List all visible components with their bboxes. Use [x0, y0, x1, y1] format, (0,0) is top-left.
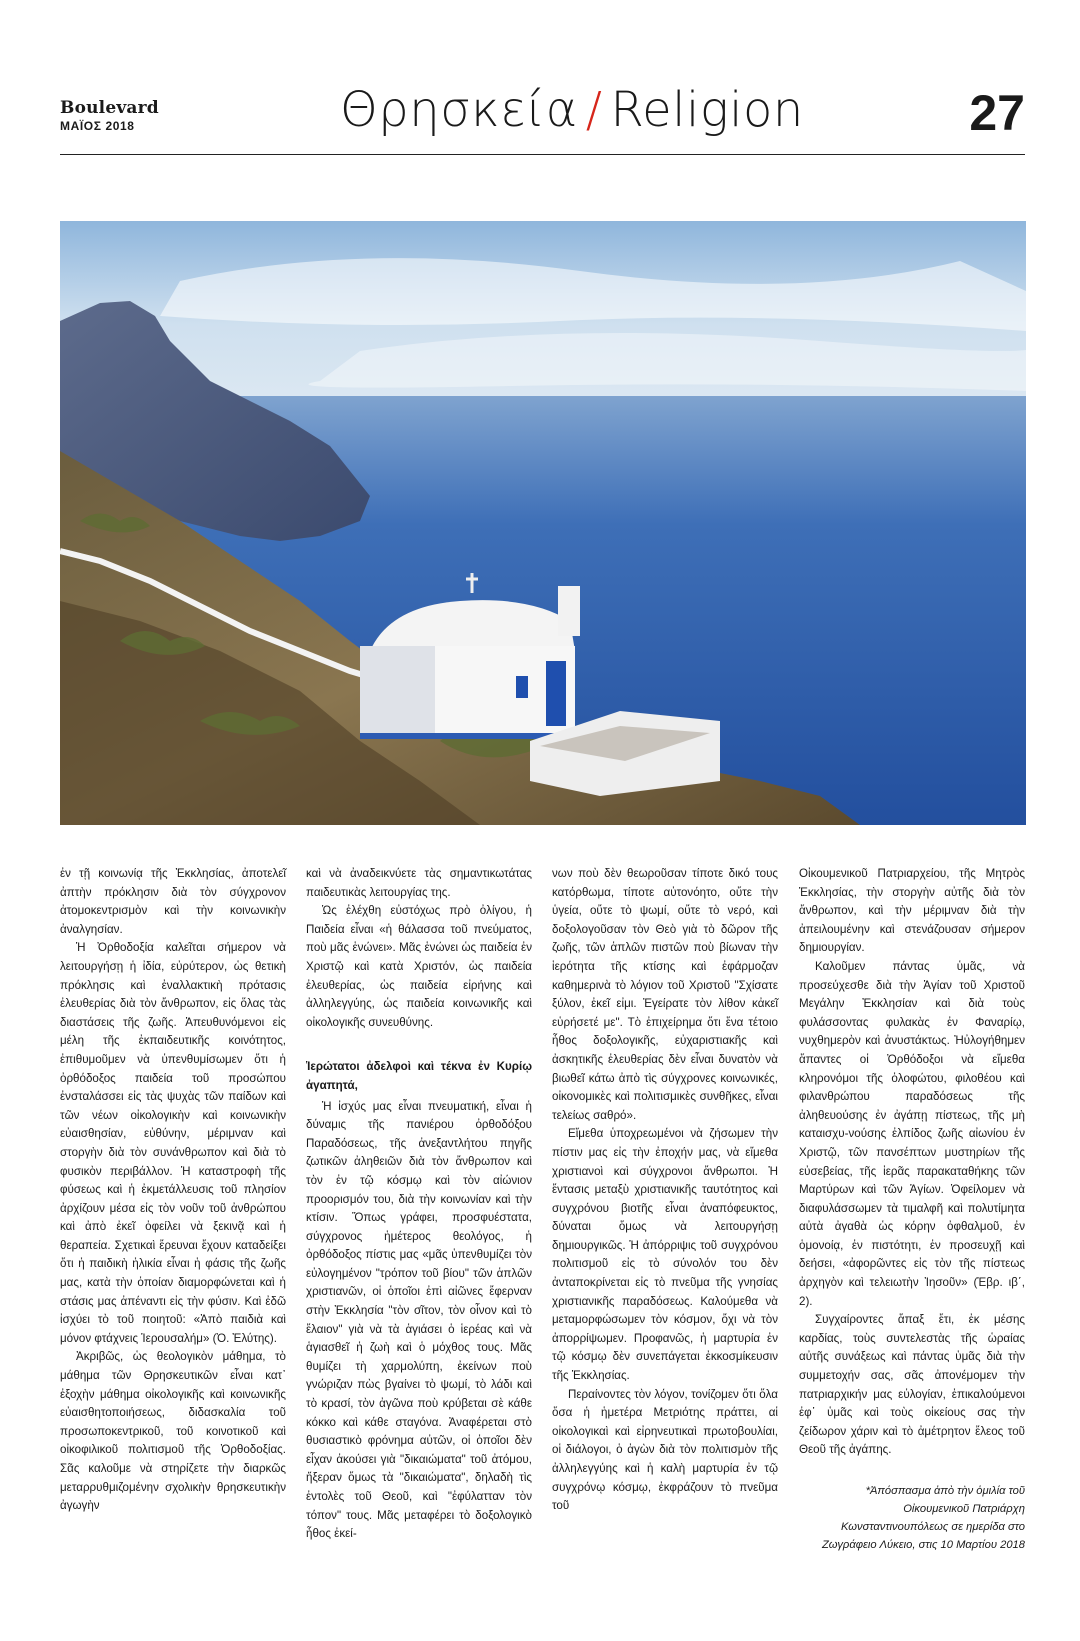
section-title-english: Religion: [610, 82, 804, 138]
chapel-side-shadow: [360, 646, 435, 736]
chapel-door: [546, 661, 566, 726]
chapel-window: [516, 676, 528, 698]
chapel-belfry: [558, 586, 580, 636]
paragraph: Ὡς ἐλέχθη εὐστόχως πρὸ ὀλίγου, ἡ Παιδεία εἶναι «ἡ θάλασσα τοῦ πνεύματος, ποὺ μᾶς ἑνώνει». Μᾶς ἑνώνει ὡς παιδεία ἐν Χριστῷ καὶ κατὰ Χριστόν, ὡς παιδεία ἐλευθερίας, ὡς παιδεία εἰρήνης καὶ ἀλληλεγγύης, ὡς παιδεία κοινωνικῆς καὶ οἰκολογικῆς συνευθύνης.: [306, 904, 532, 1029]
source-footnote: *Ἀπόσπασμα ἀπὸ τὴν ὁμιλία τοῦ Οἰκουμενικοῦ Πατριάρχη Κωνσταντινουπόλεως σε ημερίδα στο Ζωγράφειο Λύκειο, στις 10 Μαρτίου 2018: [821, 1485, 1025, 1551]
page-number: 27: [969, 85, 1025, 141]
section-heading: Ἱερώτατοι ἀδελφοὶ καὶ τέκνα ἐν Κυρίῳ ἀγαπητά,: [306, 1060, 532, 1092]
header-rule: [60, 154, 1025, 155]
article-body: [60, 865, 1025, 1585]
brand-block: [60, 98, 159, 133]
paragraph: Περαίνοντες τὸν λόγον, τονίζομεν ὅτι ὅλα ὅσα ἡ ἡμετέρα Μετριότης πράττει, αἱ οἰκολογικαὶ καὶ εἰρηνευτικαὶ πρωτοβουλίαι, οἱ διάλογοι, ὁ ἀγὼν διὰ τὸν πολιτισμὸν τῆς ἀλληλεγγύης καὶ ἡ καλὴ μαρτυρία ἐν τῷ συγχρόνῳ κόσμῳ, ἐκφράζουν τὸ πνεῦμα τοῦ: [552, 1387, 778, 1513]
chapel-seascape-photo: [60, 221, 1026, 825]
paragraph: Συγχαίροντες ἅπαξ ἔτι, ἐκ μέσης καρδίας, τοὺς συντελεστὰς τῆς ὡραίας αὐτῆς συνάξεως καὶ πάντας ὑμᾶς διὰ τὴν συμμετοχήν σας, σᾶς ἀπονέμομεν τὴν πατριαρχικήν μας εὐλογίαν, ἐπικαλούμενοι ἐφ᾽ ὑμᾶς καὶ τοὺς οἰκείους σας τὴν ζείδωρον χάριν καὶ τὸ ἀμέτρητον ἔλεος τοῦ Θεοῦ τῆς ἀγάπης.: [799, 1313, 1025, 1457]
section-title: [340, 82, 804, 138]
brand-name: Boulevard: [60, 98, 159, 118]
section-title-greek: Θρησκεία: [340, 82, 578, 138]
article-column-1: [60, 865, 286, 1516]
paragraph: Ἀκριβῶς, ὡς θεολογικὸν μάθημα, τὸ μάθημα τῶν Θρησκευτικῶν εἶναι κατ᾽ ἐξοχὴν μάθημα οἰκολογικῆς καὶ κοινωνικῆς εὐαισθητοποιήσεως, διδασκαλία τοῦ προσωποκεντρικοῦ, τοῦ κοινοτικοῦ καὶ οἰκοφιλικοῦ πολιτισμοῦ τῆς Ὀρθοδοξίας. Σᾶς καλοῦμε νὰ στηρίζετε τὴν διαρκῶς μεταρρυθμιζομένην σχολικὴν θρησκευτικὴν ἀγωγὴν: [60, 1350, 286, 1513]
article-column-2: [306, 865, 532, 1544]
article-column-4: [799, 865, 1025, 1554]
issue-date: ΜΑΪΟΣ 2018: [60, 119, 135, 133]
paragraph: Καλοῦμεν πάντας ὑμᾶς, νὰ προσεύχεσθε διὰ τὴν Ἁγίαν τοῦ Χριστοῦ Μεγάλην Ἐκκλησίαν καὶ διὰ τοὺς φυλάσσοντας φυλακὰς ἐν Φαναρίῳ, νυχθημερὸν καὶ ἀνυστάκτως. Ἠὐλογήθημεν ἅπαντες οἱ Ὀρθόδοξοι νὰ εἴμεθα κληρονόμοι τῆς ὁλοφώτου, φιλοθέου καὶ φιλανθρώπου παραδόσεως τῆς ἀληθευούσης ἐν ἀγάπῃ πίστεως, τῆς μὴ καταισχυ-νούσης ἐλπίδος ζωῆς αἰωνίου ἐν Χριστῷ, τῶν πανσέπτων μυστηρίων τῆς εὐσεβείας, τῆς ἱερᾶς παρακαταθήκης τῶν Μαρτύρων καὶ τῶν Ἁγίων. Ὀφείλομεν νὰ διαφυλάσσωμεν τὰ τιμαλφῆ καὶ πολυτίμητα αὐτὰ ἀγαθὰ ὡς κόρην ὀφθαλμοῦ, ἐν ὁμονοίᾳ, ἐν πιστότητι, ἐν προσευχῇ καὶ δεήσει, «ἀφορῶντες εἰς τὸν τῆς πίστεως ἀρχηγὸν καὶ τελειωτὴν Ἰησοῦν» (Ἑβρ. ιβ΄, 2).: [799, 959, 1025, 1308]
paragraph: Ἡ Ὀρθοδοξία καλεῖται σήμερον νὰ λειτουργήσῃ ἡ ἰδία, εὐρύτερον, ὡς θετικὴ πρόκλησις καὶ ἐναλλακτικὴ πρότασις ἐλευθερίας διὰ τὸν ἄνθρωπον, εἰς ὅλας τὰς διαστάσεις τῆς ζωῆς. Ἀπευθυνόμενοι εἰς μέλη τῆς ἐκπαιδευτικῆς κοινότητος, ἐπιθυμοῦμεν νὰ ὑπενθυμίσωμεν ὅτι ἡ ὀρθόδοξος παιδεία τοῦ προσώπου ἐνσταλάσσει εἰς τὰς ψυχὰς τῶν παίδων καὶ τῶν νέων οἰκολογικὴν καὶ κοινωνικὴν εὐαισθησίαν, εὐθύνην, μέριμναν καὶ στοργὴν διὰ τὸν συνάνθρωπον καὶ διὰ τὸ φυσικὸν περιβάλλον. Ἡ καταστροφὴ τῆς φύσεως καὶ ἡ ἐκμετάλλευσις τοῦ πλησίον ἀρχίζουν μέσα εἰς τὸν νοῦν τοῦ ἀνθρώπου καὶ ἀπὸ ἐκεῖ ὀφείλει νὰ ξεκινᾷ καὶ ἡ θεραπεία. Σχετικαὶ ἔρευναι ἔχουν καταδείξει ὅτι ἡ παιδικὴ ἡλικία εἶναι ἡ φάσις τῆς ζωῆς μας, κατὰ τὴν ὁποίαν διαμορφώνεται καὶ ἡ στάσις μας ἀπέναντι εἰς τὴν φύσιν. Καὶ ἐδῶ ἰσχύει τὸ τοῦ ποιητοῦ: «Ἀπὸ παιδιὰ καὶ μόνον φτάχνεις Ἱερουσαλήμ» (Ὀ. Ἐλύτης).: [60, 941, 286, 1345]
paragraph: Οἰκουμενικοῦ Πατριαρχείου, τῆς Μητρὸς Ἐκκλησίας, τὴν στοργὴν αὐτῆς διὰ τὸν ἄνθρωπον, καὶ τὴν μέριμναν διὰ τὴν ἀπειλουμένην καὶ στενάζουσαν σήμερον δημιουργίαν.: [799, 867, 1025, 955]
paragraph: Εἴμεθα ὑποχρεωμένοι νὰ ζήσωμεν τὴν πίστιν μας εἰς τὴν ἐποχήν μας, νὰ εἴμεθα χριστιανοὶ καὶ σύγχρονοι ἄνθρωποι. Ἡ ἔντασις μεταξὺ χριστιανικῆς ταυτότητος καὶ συγχρόνου βιοτῆς εἶναι ἀναπόφευκτος, δύναται ὅμως νὰ λειτουργήσῃ δημιουργικῶς. Ἡ ἀπόρριψις τοῦ συγχρόνου πολιτισμοῦ εἰς τὸ σύνολόν του δὲν ἀνταποκρίνεται εἰς τὸ πνεῦμα τῆς γνησίας χριστιανικῆς παραδόσεως. Καλούμεθα νὰ μεταμορφώσωμεν τὸν κόσμον, ὄχι νὰ τὸν ἀπορρίψωμεν. Προφανῶς, ἡ μαρτυρία ἐν τῷ κόσμῳ δὲν συνεπάγεται ἐκκοσμίκευσιν τῆς Ἐκκλησίας.: [552, 1127, 778, 1383]
paragraph: καὶ νὰ ἀναδεικνύετε τὰς σημαντικωτάτας παιδευτικὰς λειτουργίας της.: [306, 867, 532, 899]
paragraph: ἐν τῇ κοινωνίᾳ τῆς Ἐκκλησίας, ἀποτελεῖ ἀπτὴν πρόκλησιν διὰ τὸν σύγχρονον ἀτομοκεντρισμὸν καὶ τὴν κοινωνικὴν ἀναλγησίαν.: [60, 867, 286, 936]
masthead: [60, 82, 1025, 154]
section-title-slash: /: [585, 82, 603, 138]
paragraph: Ἡ ἰσχύς μας εἶναι πνευματική, εἶναι ἡ δύναμις τῆς πανιέρου ὀρθοδόξου Παραδόσεως, τῆς ἀνεξαντλήτου πηγῆς ζωτικῶν ἀληθειῶν διὰ τὸν ἄνθρωπον καὶ τὸν ἐν τῷ κόσμῳ καὶ τὸν αἰώνιον προορισμόν του, διὰ τὴν κοινωνίαν καὶ τὴν κτίσιν. Ὅπως γράφει, προσφυέστατα, σύγχρονος ἡμέτερος θεολόγος, ἡ ὀρθόδοξος πίστις μας «μᾶς ὑπενθυμίζει τὸν εὐλογημένον "τρόπον τοῦ βίου" τῶν ἁπλῶν χριστιανῶν, οἱ ὁποῖοι ἐπὶ αἰῶνες ἔφερναν στὴν Ἐκκλησία "τὸν σῖτον, τὸν οἶνον καὶ τὸ ἔλαιον" γιὰ νὰ τὰ ἁγιάσει ὁ ἱερέας καὶ νὰ ἁγιασθεῖ ἡ ζωὴ καὶ ὁ μόχθος τους. Μᾶς θυμίζει τὴ χαρμολύπη, ἐκείνων ποὺ γνώριζαν πὼς βγαίνει τὸ ψωμί, τὸ λάδι καὶ τὸ κρασί, τὸν ἀγῶνα ποὺ κρύβεται σὲ κάθε κόκκο καὶ κάθε σταγόνα. Ἀναφέρεται στὸ θυσιαστικὸ φρόνημα αὐτῶν, οἱ ὁποῖοι δὲν εἶχαν ἀκούσει γιὰ "δικαιώματα" τοῦ ἀτόμου, ἤξεραν ὅμως τὰ "δικαιώματα", δηλαδὴ τὶς ἐντολὲς τοῦ Θεοῦ, καὶ "ἐφύλατταν τὸν τόπον" τους. Μᾶς μεταφέρει τὸ δοξολογικὸ ἦθος ἐκεί-: [306, 1099, 532, 1541]
article-column-3: [552, 865, 778, 1516]
paragraph: νων ποὺ δὲν θεωροῦσαν τίποτε δικό τους κατόρθωμα, τίποτε αὐτονόητο, οὔτε τὴν ὑγεία, οὔτε τὸ ψωμί, οὔτε τὸ νερό, καὶ δοξολογοῦσαν τὸν Θεὸ γιὰ τὸ δῶρον τῆς ζωῆς, τῶν ἁπλῶν πιστῶν ποὺ βίωναν τὴν ἱερότητα τῆς κτίσης καὶ ἐφάρμοζαν καθημερινὰ τὸ λόγιον τοῦ Χριστοῦ "Σχίσατε ξύλον, ἐκεῖ εἰμι. Ἐγείρατε τὸν λίθον κἀκεῖ εὑρήσετέ με". Τὸ ἐπιχείρημα ὅτι ἕνα τέτοιο ἦθος δοξολογικῆς, εὐχαριστιακῆς καὶ ἀσκητικῆς ἐλευθερίας δὲν εἶναι δυνατὸν νὰ βιωθεῖ κάτω ἀπὸ τὶς σύγχρονες κοινωνικές, οἰκονομικὲς καὶ πολιτισμικὲς συνθῆκες, εἶναι τελείως σαθρό».: [552, 867, 778, 1122]
